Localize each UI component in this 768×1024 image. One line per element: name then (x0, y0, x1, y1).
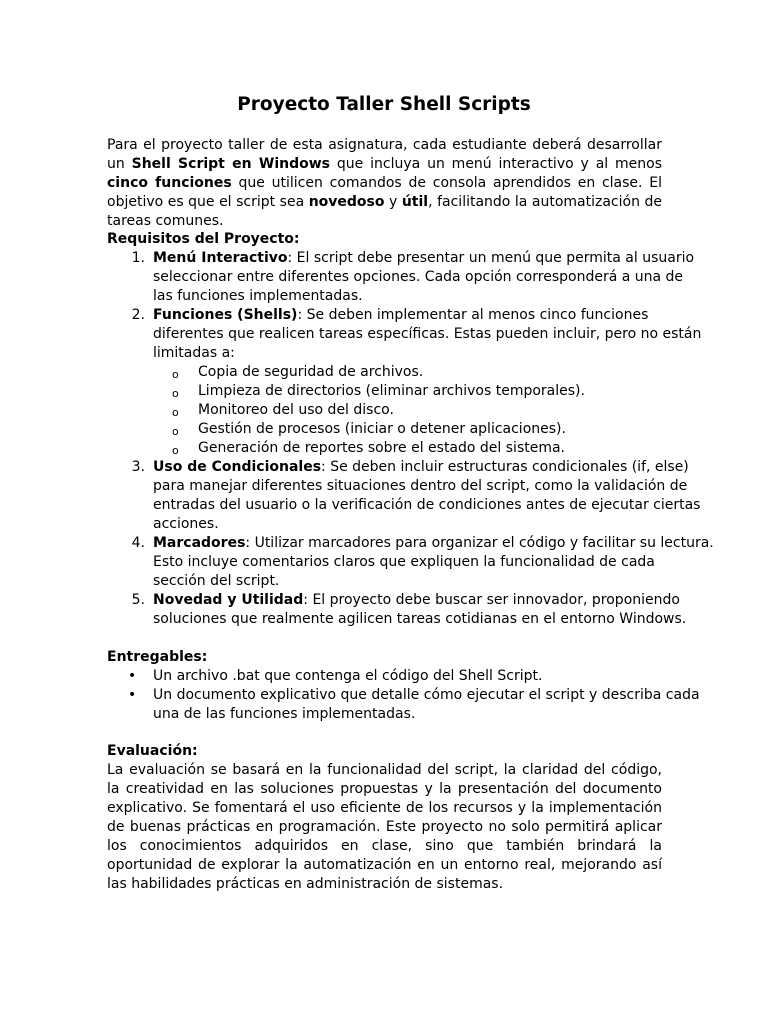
sub-bullet-icon: o (172, 406, 179, 419)
intro-emphasis: Shell Script en Windows (131, 156, 331, 172)
list-item-text: sección del script. (153, 573, 280, 589)
intro-text: , facilitando la automatización de tareas comunes. (107, 194, 662, 229)
sub-bullet-icon: o (172, 368, 179, 381)
document-title: Proyecto Taller Shell Scripts (237, 94, 531, 115)
sub-bullet-icon: o (172, 444, 179, 457)
sub-list-item: Monitoreo del uso del disco. (198, 402, 394, 418)
list-item-line (153, 572, 279, 591)
list-item-line (153, 249, 694, 268)
list-number: 1. (131, 250, 145, 266)
list-item-title: Marcadores (153, 535, 246, 551)
list-item-line (153, 306, 648, 325)
list-item-line (153, 553, 655, 572)
bullet-icon: • (128, 687, 137, 703)
requisitos-heading: Requisitos del Proyecto: (107, 231, 300, 247)
list-item-title: Menú Interactivo (153, 250, 288, 266)
sub-bullet-icon: o (172, 387, 179, 400)
list-item-text: Esto incluye comentarios claros que expliquen la funcionalidad de cada (153, 554, 655, 570)
list-item-line (153, 458, 689, 477)
list-item-text: acciones. (153, 516, 219, 532)
intro-text: que incluya un menú interactivo y al menos (330, 156, 663, 172)
list-item-text: diferentes que realicen tareas específicas. Estas pueden incluir, pero no están (153, 326, 702, 342)
bullet-item-line: Un documento explicativo que detalle cómo ejecutar el script y describa cada (153, 687, 700, 703)
list-item-title: Funciones (Shells) (153, 307, 298, 323)
list-item-line (153, 591, 680, 610)
list-item-line (153, 610, 686, 629)
list-item-line (153, 515, 219, 534)
list-item-title: Novedad y Utilidad (153, 592, 304, 608)
list-item-line (153, 496, 700, 515)
list-item-line (153, 325, 701, 344)
list-number: 2. (131, 307, 145, 323)
bullet-icon: • (128, 668, 137, 684)
list-item-text: : El proyecto debe buscar ser innovador, proponiendo (303, 592, 680, 608)
list-item-line (153, 534, 714, 553)
list-item-text: : Se deben incluir estructuras condicionales (if, else) (321, 459, 689, 475)
bullet-item-line: una de las funciones implementadas. (153, 706, 416, 722)
list-number: 4. (131, 535, 145, 551)
sub-bullet-icon: o (172, 425, 179, 438)
entregables-heading: Entregables: (107, 649, 208, 665)
intro-text: que utilicen comandos de consola aprendidos en clase. El objetivo es que el script sea (107, 175, 662, 210)
sub-list-item: Generación de reportes sobre el estado del sistema. (198, 440, 566, 456)
intro-emphasis: novedoso (308, 194, 385, 210)
list-item-text: entradas del usuario o la verificación de condiciones antes de ejecutar ciertas (153, 497, 701, 513)
intro-paragraph (107, 136, 662, 231)
evaluacion-heading: Evaluación: (107, 743, 198, 759)
list-item-text: : Utilizar marcadores para organizar el código y facilitar su lectura. (245, 535, 714, 551)
list-item-text: soluciones que realmente agilicen tareas cotidianas en el entorno Windows. (153, 611, 687, 627)
evaluacion-paragraph: La evaluación se basará en la funcionalidad del script, la claridad del código, la creatividad en las soluciones propuestas y la presentación del documento explicativo. Se fomentará el uso eficiente de los recursos y la implementación de buenas prácticas en programación. Este proyecto no solo permitirá aplicar los conocimientos adquiridos en clase, sino que también brindará la oportunidad de explorar la automatización en un entorno real, mejorando así las habilidades prácticas en administración de sistemas. (107, 762, 662, 892)
bullet-item-line: Un archivo .bat que contenga el código del Shell Script. (153, 668, 543, 684)
list-item-line (153, 477, 687, 496)
intro-text: y (384, 194, 402, 210)
list-item-text: : El script debe presentar un menú que permita al usuario (287, 250, 695, 266)
intro-emphasis: útil (401, 194, 429, 210)
intro-text: Para el proyecto taller de esta asignatura, cada estudiante deberá desarrollar un (107, 137, 662, 172)
list-item-line (153, 344, 235, 363)
list-item-text: : Se deben implementar al menos cinco funciones (297, 307, 649, 323)
list-item-text: las funciones implementadas. (153, 288, 363, 304)
list-item-text: limitadas a: (153, 345, 235, 361)
list-number: 3. (131, 459, 145, 475)
intro-emphasis: cinco funciones (107, 175, 232, 191)
list-item-title: Uso de Condicionales (153, 459, 322, 475)
sub-list-item: Limpieza de directorios (eliminar archivos temporales). (198, 383, 585, 399)
list-item-text: seleccionar entre diferentes opciones. Cada opción corresponderá a una de (153, 269, 684, 285)
list-item-line (153, 268, 683, 287)
list-number: 5. (131, 592, 145, 608)
sub-list-item: Copia de seguridad de archivos. (198, 364, 424, 380)
list-item-line (153, 287, 363, 306)
list-item-text: para manejar diferentes situaciones dentro del script, como la validación de (153, 478, 688, 494)
sub-list-item: Gestión de procesos (iniciar o detener aplicaciones). (198, 421, 566, 437)
